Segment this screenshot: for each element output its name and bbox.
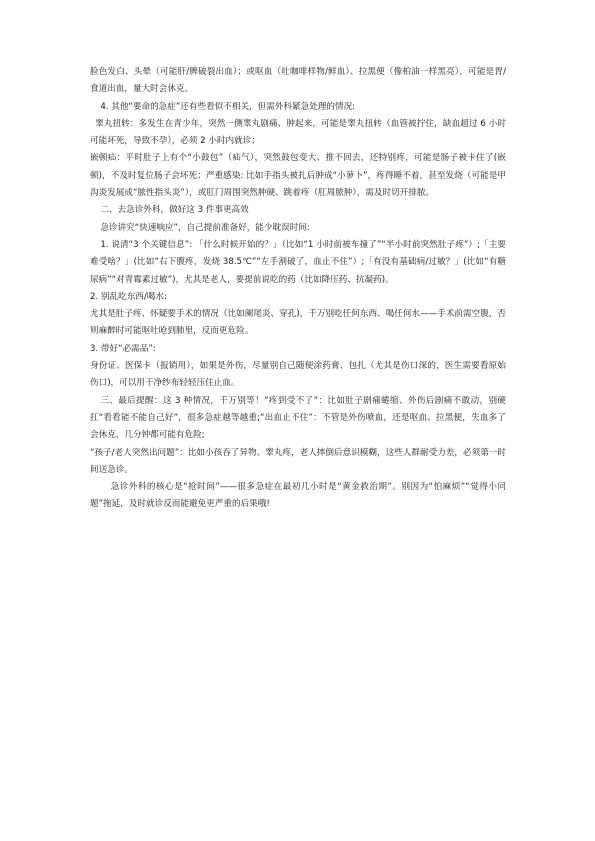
document-body [90,64,506,514]
paragraph-key-info: 1. 说清“3 个关键信息”: 「什么时候开始的？」（比如“1 小时前被车撞了”“半小时前突然肚子疼”）;「主要难受啥？」(比如“右下腹疼，发烧 38.5℃”“左手割破了，血止不住”）;「有没有基础病/过敏？」(比如“有糖尿病”“对青霉素过敏”)，尤其是老人，要提前说吃的药（比如降压药、抗凝药)。 [90,239,506,285]
paragraph-essentials: 身份证、医保卡（报销用），如果是外伤，尽量别自己随便涂药膏、包扎（尤其是伤口深的，医生需要看原始伤口)，可以用干净纱布轻轻压住止血。 [90,361,506,389]
paragraph-children-elderly: “孩子/老人突然出问题”：比如小孩吞了异物、睾丸疼，老人摔倒后意识模糊，这些人群耐受力差，必须第一时间送急诊。 [90,447,506,475]
heading-other-emergencies: 4. 其他“要命的急症”还有些看似不相关，但需外科紧急处理的情况: [100,101,356,112]
paragraph-closing: 急诊外科的核心是“抢时间”——很多急症在最初几小时是“黄金救治期”。别因为“怕麻烦”“觉得小问题”拖延，及时就诊反而能避免更严重的后果哦! [90,482,506,510]
paragraph-incarcerated-hernia: 嵌顿疝：平时肚子上有个“小鼓包”（疝气），突然鼓包变大、推不回去，还特别疼，可能是肠子被卡住了(嵌顿)，不及时复位肠子会坏死；严重感染: 比如手指头被扎后肿成“小萝卜”，疼得睡不着，甚至发烧（可能是甲沟炎发展成“脓性指头炎”），或肛门周围突然肿硬、跳着疼（肛周脓肿），需及时切开排脓。 [90,153,506,199]
paragraph-bleeding: 脸色发白、头晕（可能肝/脾破裂出血）；或呕血（吐咖啡样物/鲜血）、拉黑便（像柏油一样黑亮），可能是胃/食道出血，量大时会休克。 [90,67,506,95]
paragraph-quick-response: 急诊讲究“快速响应”，自己提前准备好，能少耽误时间: [100,222,310,233]
heading-essentials: 3. 带好“必需品”: [90,343,156,354]
paragraph-no-food: 尤其是肚子疼、怀疑要手术的情况（比如阑尾炎、穿孔)，千万别吃任何东西、喝任何水——手术前需空腹，否则麻醉时可能呕吐呛到肺里，反而更危险。 [90,309,506,337]
paragraph-testicular-torsion: 睾丸扭转：多发生在青少年，突然一侧睾丸剧痛、肿起来，可能是睾丸扭转（血管被拧住，缺血超过 6 小时可能坏死，导致不孕），必须 2 小时内就诊； [90,118,506,147]
section-heading-two: 二、去急诊外科，做好这 3 件事更高效 [100,205,249,216]
section-heading-three: 三、最后提醒：这 3 种情况，千万别等！“疼到受不了”：比如肚子剧痛蜷缩、外伤后剧痛不敢动，别硬扛“看看能不能自己好”，很多急症越等越重;“出血止不住”：不管是外伤喷血，还是呕血、拉黑便，失血多了会休克，几分钟都可能有危险; [90,395,506,441]
heading-no-food: 2. 别乱吃东西/喝水: [90,291,167,302]
